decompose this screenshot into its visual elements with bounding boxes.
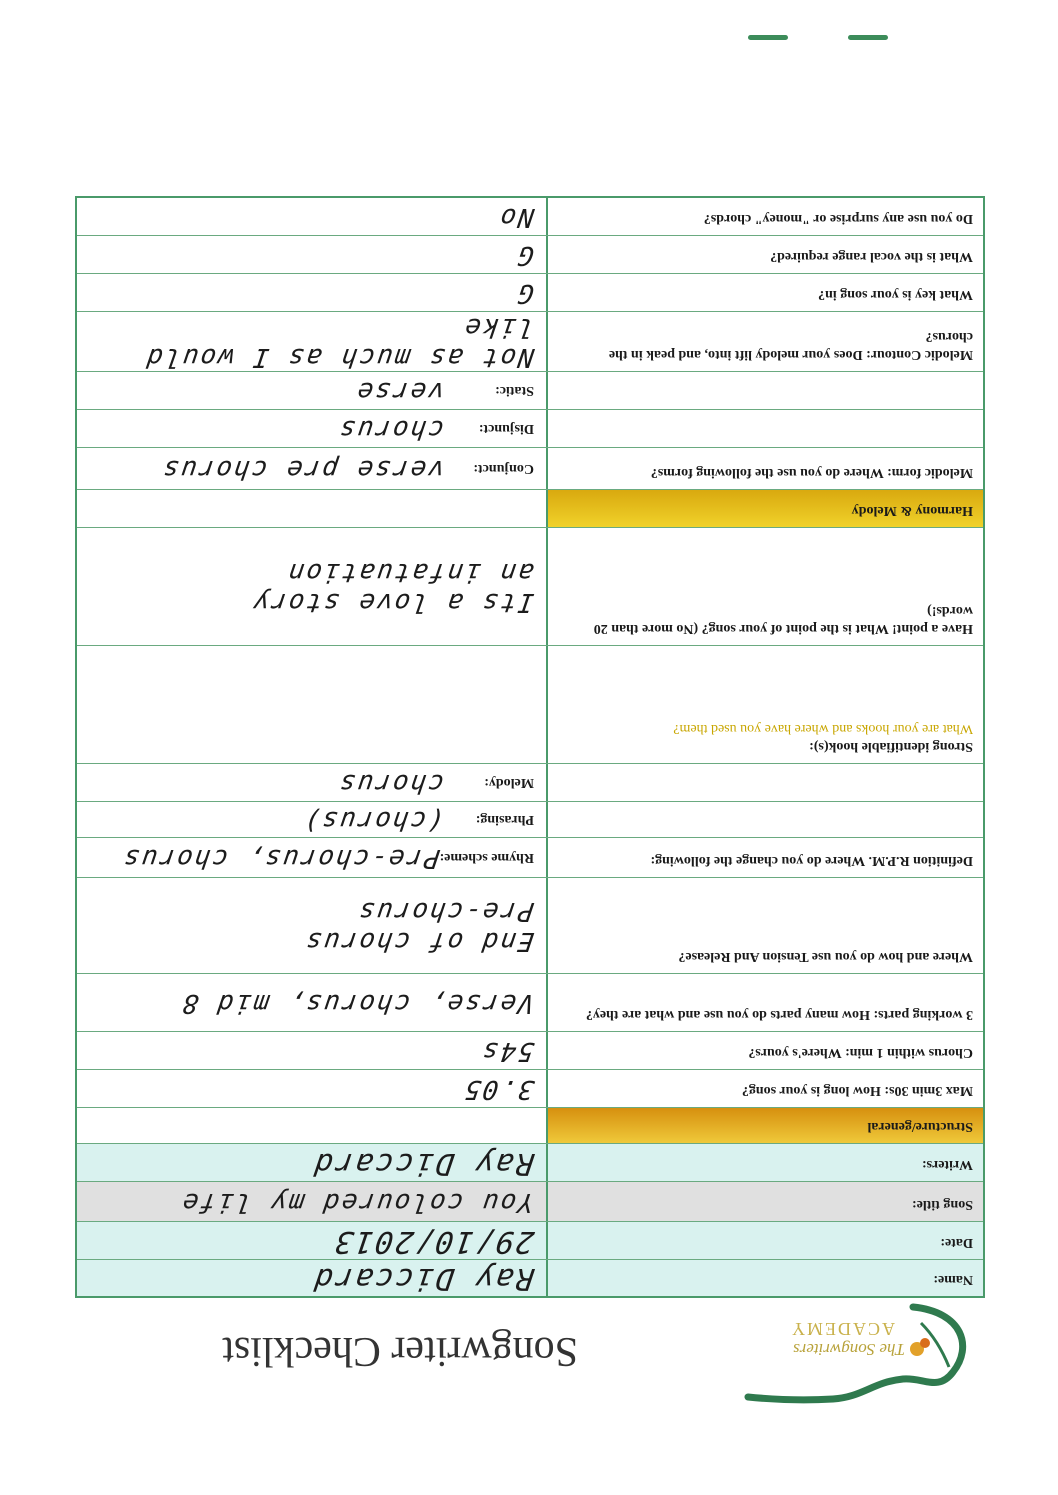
question-row bbox=[77, 1069, 983, 1107]
question-row bbox=[77, 235, 983, 273]
sub-label: Static: bbox=[495, 383, 534, 399]
answer: chorus bbox=[335, 768, 446, 799]
answer: chorus bbox=[335, 414, 446, 445]
field-label: Writers: bbox=[546, 1144, 983, 1181]
sub-label: Conjunct: bbox=[473, 461, 534, 477]
question-row bbox=[77, 645, 983, 763]
question-row bbox=[77, 311, 983, 371]
page-title: Songwriter Checklist bbox=[222, 1328, 578, 1374]
question: 3 working parts: How many parts do you use and what are they? bbox=[546, 974, 983, 1031]
rpm-row bbox=[77, 763, 983, 801]
question-row bbox=[77, 1031, 983, 1069]
answer: Pre-chorus, chorus bbox=[119, 843, 442, 874]
answer: (chorus) bbox=[300, 805, 446, 836]
section-header bbox=[77, 489, 983, 527]
answer: like bbox=[461, 312, 536, 343]
section-header bbox=[77, 1107, 983, 1143]
answer: verse pre chorus bbox=[159, 454, 446, 485]
date-value: 29/10/2013 bbox=[330, 1223, 537, 1259]
sub-label: Phrasing: bbox=[475, 812, 534, 828]
question: Have a point! What is the point of your song? (No more than 20 words!) bbox=[546, 528, 983, 645]
checklist-table bbox=[75, 196, 985, 1298]
question: What is the vocal range required? bbox=[546, 236, 983, 273]
question-row bbox=[77, 877, 983, 973]
question-row bbox=[77, 973, 983, 1031]
answer: Verse, chorus, mid 8 bbox=[178, 988, 536, 1019]
question: Melodic Contour: Does your melody lift into, and peak in the chorus? bbox=[546, 312, 983, 371]
answer: Pre-chorus bbox=[355, 896, 536, 927]
question: Do you use any surprise or "money" chords? bbox=[546, 198, 983, 235]
writers-value: Ray Diccard bbox=[310, 1145, 537, 1181]
section-title: Harmony & Melody bbox=[546, 490, 983, 527]
writers-row bbox=[77, 1143, 983, 1181]
rpm-row bbox=[77, 801, 983, 837]
sub-label: Rhyme scheme: bbox=[439, 850, 534, 866]
academy-logo bbox=[743, 1297, 983, 1407]
forms-row bbox=[77, 447, 983, 489]
answer: Its a love story bbox=[249, 587, 536, 618]
answer: verse bbox=[353, 376, 446, 407]
sub-label: Melody: bbox=[484, 775, 534, 791]
question: Chorus within 1 min: Where's yours? bbox=[546, 1032, 983, 1069]
name-value: Ray Diccard bbox=[310, 1261, 537, 1297]
answer: Not as much as I would bbox=[143, 342, 536, 373]
answer: G bbox=[514, 278, 536, 309]
section-title: Structure/general bbox=[546, 1108, 983, 1143]
answer: End of chorus bbox=[302, 926, 536, 957]
logo-subtext: ACADEMY bbox=[789, 1319, 895, 1339]
date-row bbox=[77, 1221, 983, 1259]
scan-artifact bbox=[748, 34, 888, 40]
answer: G bbox=[514, 240, 536, 271]
question-row bbox=[77, 273, 983, 311]
field-label: Date: bbox=[546, 1222, 983, 1259]
rpm-row bbox=[77, 837, 983, 877]
field-label: Name: bbox=[546, 1260, 983, 1296]
song-title-row bbox=[77, 1181, 983, 1221]
question-row bbox=[77, 527, 983, 645]
question: Max 3min 30s: How long is your song? bbox=[546, 1070, 983, 1107]
question-row bbox=[77, 198, 983, 235]
question: Where and how do you use Tension And Release? bbox=[546, 878, 983, 973]
answer: an infatuation bbox=[284, 557, 536, 588]
answer: No bbox=[496, 202, 536, 233]
name-row bbox=[77, 1259, 983, 1296]
answer: 54s bbox=[478, 1036, 536, 1067]
song-title-value: You coloured my life bbox=[178, 1187, 536, 1218]
question: What key is your song in? bbox=[546, 274, 983, 311]
forms-row bbox=[77, 409, 983, 447]
question: Melodic form: Where do you use the following forms? bbox=[546, 448, 983, 489]
field-label: Song title: bbox=[546, 1182, 983, 1221]
forms-row bbox=[77, 371, 983, 409]
question: Strong identifiable hook(s): What are your hooks and where have you used them? bbox=[546, 646, 983, 763]
answer: 3.05 bbox=[461, 1074, 536, 1105]
sub-label: Disjunct: bbox=[478, 421, 534, 437]
logo-text: The Songwriters bbox=[793, 1340, 905, 1359]
question: Definition R.P.M. Where do you change the following: bbox=[546, 838, 983, 877]
